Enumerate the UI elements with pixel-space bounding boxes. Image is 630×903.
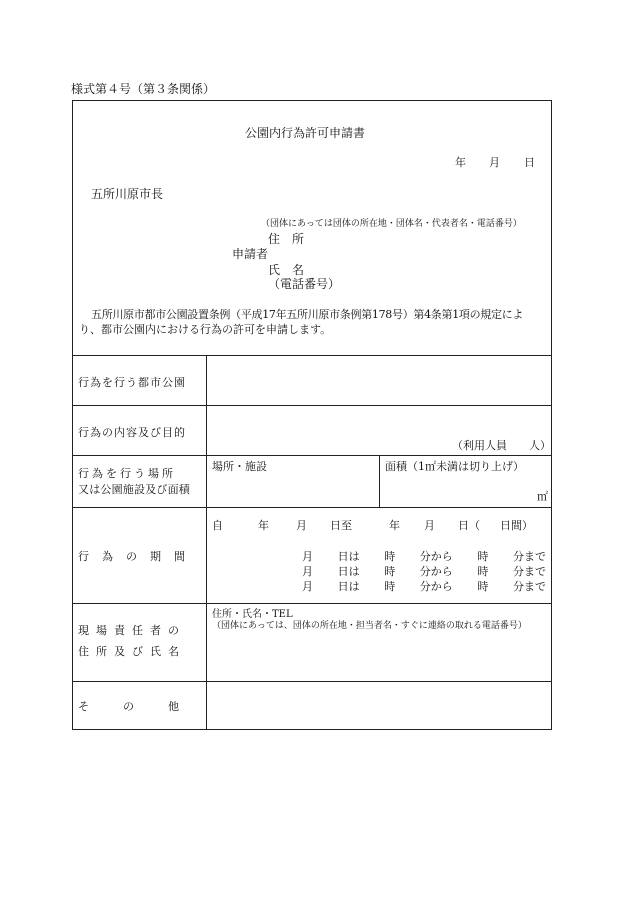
row3-month: 月 xyxy=(302,580,313,593)
row2-day: 日は xyxy=(337,565,360,578)
content-label: 行為の内容及び目的 xyxy=(78,426,186,439)
period-time-row-2[interactable] xyxy=(302,563,546,579)
responsible-label-line2: 住所及び氏名 xyxy=(78,645,186,658)
responsible-label-line1: 現場責任者の xyxy=(78,624,186,637)
content-input-cell[interactable] xyxy=(207,406,551,436)
responsible-cell-line2: （団体にあっては、団体の所在地・担当者名・すぐに連絡の取れる電話番号） xyxy=(212,621,527,631)
row2-hour: 時 xyxy=(384,565,396,578)
period-day-open: 日（ xyxy=(458,519,480,532)
body-text-line2: り、都市公園内における行為の許可を申請します。 xyxy=(79,323,332,336)
responsible-cell-line1: 住所・氏名・TEL xyxy=(212,609,293,620)
form-number: 様式第４号（第３条関係） xyxy=(71,82,216,96)
other-label: その他 xyxy=(78,700,213,713)
row1-day: 日は xyxy=(337,550,360,563)
period-time-row-3[interactable] xyxy=(302,578,546,594)
period-year: 年 xyxy=(258,519,269,532)
place-label-line2: 又は公園施設及び面積 xyxy=(78,483,190,496)
addressee: 五所川原市長 xyxy=(91,187,164,201)
row2-hour-end: 時 xyxy=(477,565,489,578)
period-month: 月 xyxy=(296,519,307,532)
row1-hour: 時 xyxy=(384,550,396,563)
responsible-input-cell[interactable] xyxy=(207,632,551,680)
address-label: 住 所 xyxy=(268,232,305,246)
place-input-cell[interactable] xyxy=(207,472,378,506)
row3-hour: 時 xyxy=(384,580,396,593)
area-cell-label: 面積（1㎡未満は切り上げ） xyxy=(385,460,524,473)
phone-label: （電話番号） xyxy=(268,277,341,291)
date-month-label: 月 xyxy=(489,156,500,169)
other-input-cell[interactable] xyxy=(207,682,551,729)
period-day-to: 日至 xyxy=(330,519,352,532)
date-day-label: 日 xyxy=(524,156,535,169)
row2-minute-to: 分まで xyxy=(512,565,546,578)
divider-row-place xyxy=(72,455,552,456)
name-label: 氏 名 xyxy=(268,263,305,277)
row3-minute-from: 分から xyxy=(419,580,453,593)
place-area-divider xyxy=(379,455,380,507)
date-year-label: 年 xyxy=(455,156,466,169)
park-input-cell[interactable] xyxy=(207,356,551,405)
row1-month: 月 xyxy=(302,550,313,563)
row3-hour-end: 時 xyxy=(477,580,489,593)
period-time-row-1[interactable] xyxy=(302,548,546,564)
divider-row-responsible xyxy=(72,603,552,604)
users-note: （利用人員 人） xyxy=(452,439,551,452)
park-label: 行為を行う都市公園 xyxy=(78,376,186,389)
area-unit: ㎡ xyxy=(537,490,548,503)
row3-minute-to: 分まで xyxy=(512,580,546,593)
body-text-line1: 五所川原市都市公園設置条例（平成17年五所川原市条例第178号）第4条第1項の規定によ xyxy=(91,308,524,321)
applicant-note: （団体にあっては団体の所在地・団体名・代表者名・電話番号） xyxy=(261,219,522,229)
row1-hour-end: 時 xyxy=(477,550,489,563)
row1-minute-to: 分まで xyxy=(512,550,546,563)
period-month-end: 月 xyxy=(424,519,435,532)
applicant-label: 申請者 xyxy=(232,247,269,261)
period-year-end: 年 xyxy=(389,519,400,532)
form-title: 公園内行為許可申請書 xyxy=(245,126,366,140)
period-days-close: 日間） xyxy=(500,519,533,532)
place-cell-label: 場所・施設 xyxy=(212,460,267,473)
row3-day: 日は xyxy=(337,580,360,593)
row1-minute-from: 分から xyxy=(419,550,453,563)
place-label-line1: 行為を行う場所 xyxy=(78,467,176,480)
period-from: 自 xyxy=(212,519,223,532)
divider-row-period xyxy=(72,507,552,508)
row2-minute-from: 分から xyxy=(419,565,453,578)
row2-month: 月 xyxy=(302,565,313,578)
period-label: 行為の期間 xyxy=(78,550,198,563)
